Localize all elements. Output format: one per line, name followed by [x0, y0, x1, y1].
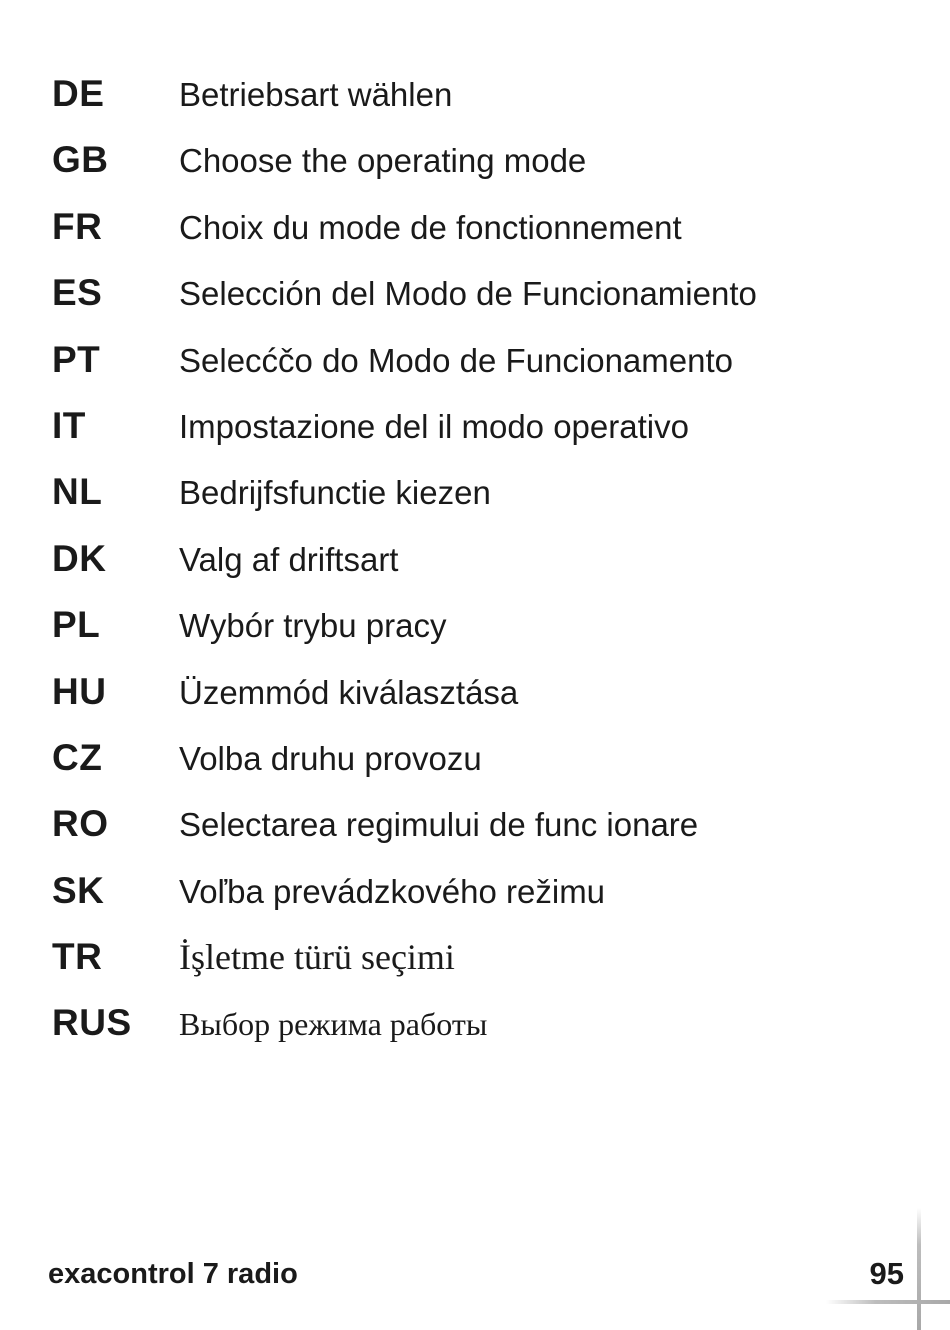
language-code: IT [52, 404, 86, 446]
language-text: Selecćčo do Modo de Funcionamento [179, 341, 734, 379]
language-text: Wybór trybu pracy [179, 607, 447, 645]
language-code: FR [52, 205, 103, 247]
list-item-fr [52, 199, 912, 265]
list-item-rus [52, 995, 912, 1061]
list-item-dk [52, 531, 912, 597]
list-item-tr [52, 929, 912, 995]
list-item-cz [52, 730, 912, 796]
list-item-nl [52, 464, 912, 530]
language-text: Выбор режима работы [179, 1006, 488, 1043]
language-code: SK [52, 869, 105, 911]
language-code: TR [52, 936, 103, 978]
list-item-sk [52, 863, 912, 929]
language-code: CZ [52, 736, 103, 778]
list-item-gb [52, 132, 912, 198]
language-code: HU [52, 670, 107, 712]
list-item-de [52, 66, 912, 132]
list-item-ro [52, 796, 912, 862]
language-text: İşletme türü seçimi [179, 937, 455, 978]
language-code: ES [52, 272, 103, 314]
language-code: GB [52, 139, 109, 181]
language-text: Impostazione del il modo operativo [179, 407, 689, 445]
language-text: Betriebsart wählen [179, 76, 453, 113]
language-text: Choose the operating mode [179, 142, 587, 180]
language-code: NL [52, 471, 103, 513]
language-text: Bedrijfsfunctie kiezen [179, 474, 491, 512]
crop-mark-vertical [917, 1208, 921, 1330]
language-text: Voľba prevádzkového režimu [179, 872, 606, 910]
list-item-hu [52, 664, 912, 730]
language-code: RUS [52, 1002, 132, 1044]
language-code: DE [52, 73, 105, 114]
language-code: PL [52, 604, 101, 646]
footer-product-name: exacontrol 7 radio [48, 1258, 298, 1290]
language-text: Selectarea regimului de func ionare [179, 806, 699, 844]
list-item-it [52, 398, 912, 464]
language-text: Üzemmód kiválasztása [179, 673, 519, 711]
language-text: Choix du mode de fonctionnement [179, 208, 682, 246]
page-number: 95 [869, 1256, 904, 1291]
language-text: Valg af driftsart [179, 540, 399, 578]
language-code: RO [52, 803, 109, 845]
list-item-es [52, 265, 912, 331]
list-item-pl [52, 597, 912, 663]
crop-mark-horizontal [826, 1300, 950, 1304]
list-item-pt [52, 332, 912, 398]
language-text: Volba druhu provozu [179, 739, 482, 777]
language-code: PT [52, 338, 101, 380]
language-code: DK [52, 537, 107, 579]
language-list [52, 66, 912, 1062]
language-text: Selección del Modo de Funcionamiento [179, 275, 757, 313]
